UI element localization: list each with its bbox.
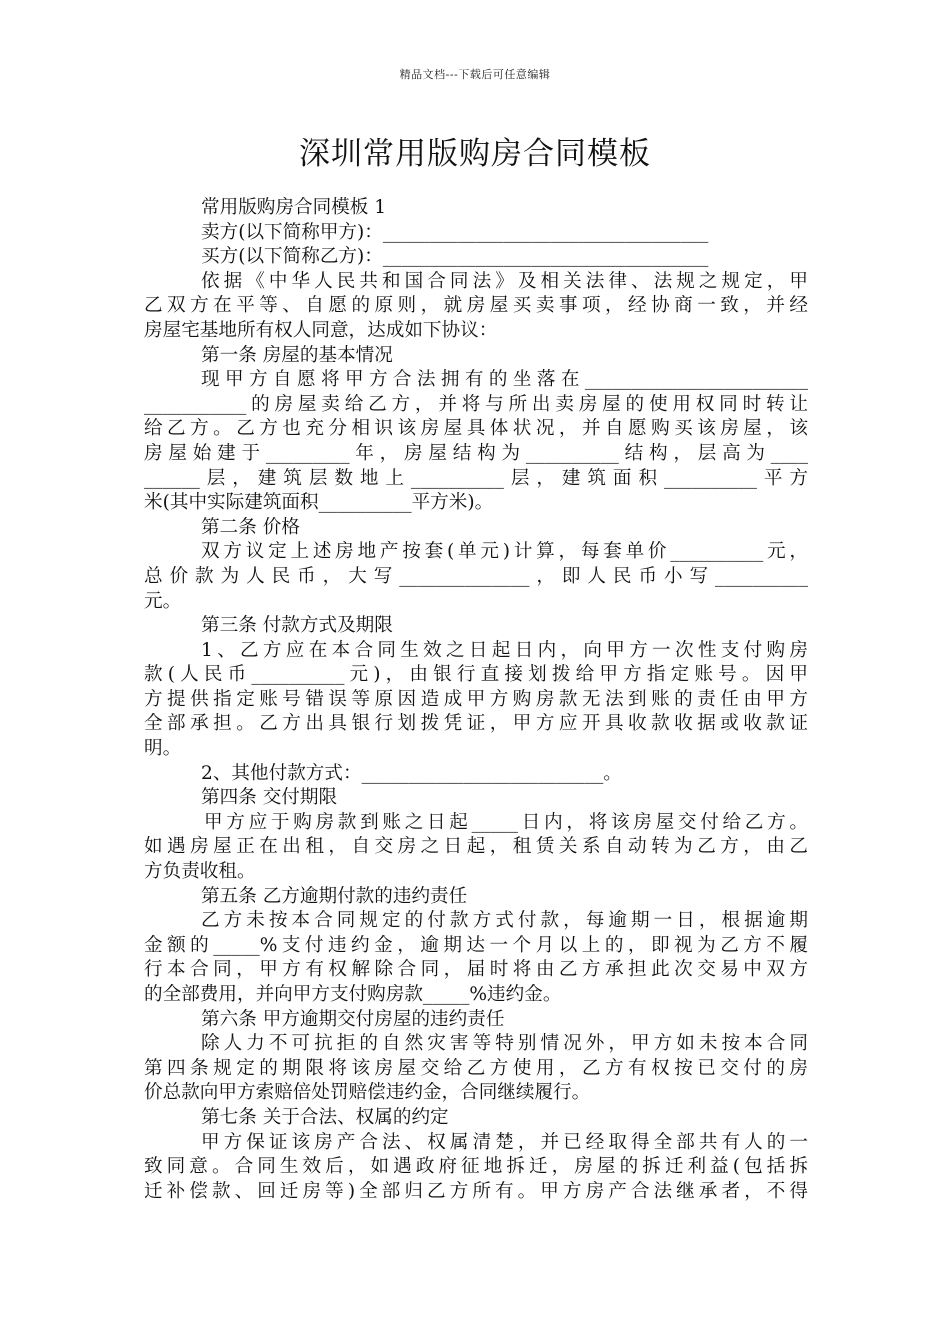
contract-line: 1、乙方应在本合同生效之日起日内，向甲方一次性支付购房 [201,639,808,661]
contract-line: 第一条 房屋的基本情况 [201,344,393,366]
contract-line: 给乙方。乙方也充分相识该房屋具体状况，并自愿购买该房屋，该 [144,418,808,440]
contract-body [144,196,808,1204]
contract-line: 的全部费用，并向甲方支付购房款_____%违约金。 [144,984,562,1005]
contract-line: 总价款为人民币，大写______________，即人民币小写__________ [144,565,808,587]
contract-line: 2、其他付款方式：__________________________。 [201,762,622,784]
contract-line: 迁补偿款、回迁房等)全部归乙方所有。甲方房产合法继承者，不得 [144,1180,808,1202]
contract-line: 卖方(以下简称甲方)：___________________________________ [201,221,709,243]
contract-line: 第五条 乙方逾期付款的违约责任 [201,885,468,907]
contract-line: 金额的_____%支付违约金，逾期达一个月以上的，即视为乙方不履 [144,934,808,956]
contract-line: 常用版购房合同模板 1 [201,197,387,218]
document-title: 深圳常用版购房合同模板 [299,136,651,172]
contract-line: 如遇房屋正在出租，自交房之日起，租赁关系自动转为乙方，由乙 [144,836,808,858]
contract-line: 房屋始建于_________年，房屋结构为__________结构，层高为____ [144,442,808,464]
contract-line: 房屋宅基地所有权人同意，达成如下协议： [144,319,498,341]
contract-line: 米(其中实际建筑面积__________平方米)。 [144,492,494,514]
contract-line: 乙双方在平等、自愿的原则，就房屋买卖事项，经协商一致，并经 [144,295,808,317]
contract-line: 第七条 关于合法、权属的约定 [201,1106,449,1128]
contract-line: 方负责收租。 [144,861,256,883]
contract-line: 甲方保证该房产合法、权属清楚，并已经取得全部共有人的一 [201,1131,808,1153]
contract-line: 价总款向甲方索赔倍处罚赔偿违约金，合同继续履行。 [144,1082,591,1104]
contract-line: ___________的房屋卖给乙方，并将与所出卖房屋的使用权同时转让 [144,393,808,415]
page-header-note: 精品文档---下载后可任意编辑 [399,68,551,81]
contract-line: 乙方未按本合同规定的付款方式付款，每逾期一日，根据逾期 [201,910,808,932]
contract-line: 全部承担。乙方出具银行划拨凭证，甲方应开具收款收据或收款证 [144,713,808,735]
contract-line: 第二条 价格 [201,516,300,538]
contract-line: 元。 [144,590,182,612]
contract-line: 款(人民币__________元)，由银行直接划拨给甲方指定账号。因甲 [144,664,808,686]
contract-line: 第四条规定的期限将该房屋交给乙方使用，乙方有权按已交付的房 [144,1057,808,1079]
contract-line: 行本合同，甲方有权解除合同，届时将由乙方承担此次交易中双方 [144,959,808,981]
contract-line: 买方(以下简称乙方)：___________________________________ [201,246,709,268]
contract-line: 第六条 甲方逾期交付房屋的违约责任 [201,1008,505,1030]
contract-line: 除人力不可抗拒的自然灾害等特别情况外，甲方如未按本合同 [201,1033,808,1055]
contract-line: 明。 [144,738,182,760]
contract-line: 第四条 交付期限 [201,787,338,809]
contract-line: ______层，建筑层数地上__________层，建筑面积__________平方 [144,467,808,489]
contract-line: 方提供指定账号错误等原因造成甲方购房款无法到账的责任由甲方 [144,688,808,710]
contract-line: 依据《中华人民共和国合同法》及相关法律、法规之规定，甲 [201,270,808,292]
contract-line: 现甲方自愿将甲方合法拥有的坐落在________________________ [201,369,808,391]
contract-line: 双方议定上述房地产按套(单元)计算，每套单价__________元， [201,541,808,563]
contract-line: 甲方应于购房款到账之日起_____日内，将该房屋交付给乙方。 [204,811,808,833]
contract-line: 第三条 付款方式及期限 [201,615,393,637]
contract-line: 致同意。合同生效后，如遇政府征地拆迁，房屋的拆迁利益(包括拆 [144,1156,808,1178]
